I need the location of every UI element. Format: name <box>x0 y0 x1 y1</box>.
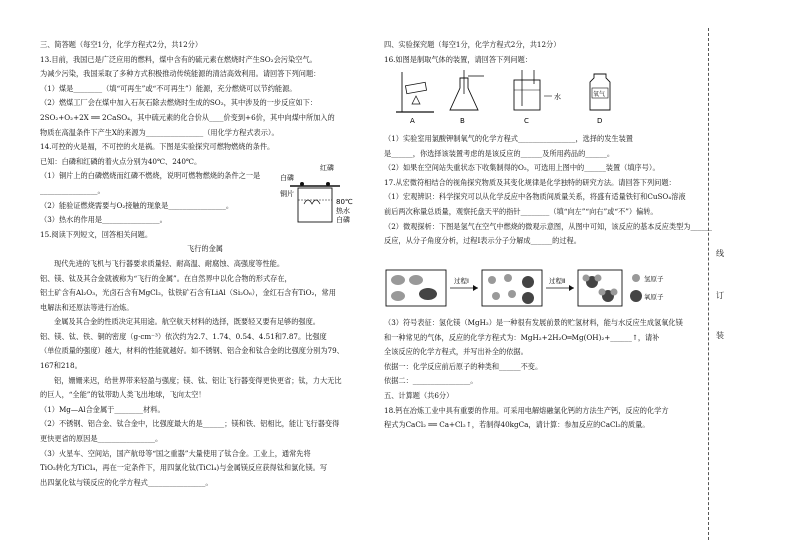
gas-apparatus-figure <box>394 66 634 128</box>
passage-title: 飞行的金属 <box>187 244 223 254</box>
q18-line: 18.钙在冶炼工业中具有重要的作用。可采用电解熔融氯化钙的方法生产钙，反应的化学方 <box>384 405 669 415</box>
q16-line: 是______，你选择该装置考虑的是该反应的______及所用药品的______。 <box>384 148 615 158</box>
q15-line: 更快更省的原因是________________。 <box>40 434 163 444</box>
section-4-heading: 四、实验探究题（每空1分，化学方程式2分，共12分） <box>384 40 561 49</box>
q17-line: （2）微观探析：下图是氢气在空气中燃烧的微观示意图，从图中可知，该反应的基本反应类型为______ <box>384 221 713 231</box>
step1-label: 过程Ⅰ <box>454 277 469 285</box>
h-atom-legend-icon <box>632 274 640 282</box>
q17-line: 前后两次称量总质量，观察托盘天平的指针________（填“向左”“向右”或“不”）偏转。 <box>384 206 658 216</box>
margin-mark-ding: 订 <box>716 291 724 300</box>
q17-line: 全该反应的化学方程式，并写出补全的依据。 <box>384 347 528 357</box>
right-column-lower <box>384 132 713 249</box>
water-surface <box>304 200 320 204</box>
red-p-label: 红磷 <box>320 164 334 172</box>
margin-mark-xian: 线 <box>716 249 724 258</box>
q15-line: （1）Mg—Al合金属于________材料。 <box>40 404 165 414</box>
hydrogen-combustion-diagram <box>384 266 702 310</box>
passage-line: 金属及其合金的性质决定其用途。航空航天材料的选择，既要轻又要有足够的强度。 <box>54 317 320 327</box>
passage-line: 167和218。 <box>40 361 82 371</box>
q14-line: （1）铜片上的白磷燃烧而红磷不燃烧，说明可燃物燃烧的条件之一是 <box>40 171 261 181</box>
q13-line: 13.目前，我国已是广泛应用的燃料，煤中含有的硫元素在燃烧时产生SO₂会污染空气。 <box>40 54 317 64</box>
beaker <box>298 188 332 222</box>
q13-line: （1）煤是________（填“可再生”或“不可再生”）能源，充分燃烧可以节约能源。 <box>40 83 297 93</box>
binding-line <box>708 28 709 540</box>
q16-line: （1）实验室用氯酸钾制氧气的化学方程式________________，选择的发生装置 <box>384 134 633 143</box>
q15-line: （3）火星车、空间站，国产航母等“国之重器”大量使用了钛合金。工业上，通常先将 <box>40 448 311 458</box>
h-atom-label: 氢原子 <box>644 275 664 283</box>
q14-line: （3）热水的作用是________________。 <box>40 215 167 225</box>
left-column <box>40 38 370 490</box>
label-c: C <box>524 117 529 125</box>
o-atom-legend-icon <box>630 290 642 302</box>
hot-water-label: 热水 <box>336 207 350 215</box>
right-column <box>384 38 702 67</box>
passage-line: 铝土矿含有Al₂O₃，光卤石含有MgCl₂，钛铁矿石含有LiAl（Si₂O₆），金红石含有TiO₂，常用 <box>40 288 336 298</box>
passage-line: 现代先进的飞机与飞行器要求质量轻、耐高温、耐腐蚀、高强度等性能。 <box>54 258 285 268</box>
q15-line: 出四氯化钛与镁反应的化学方程式________________。 <box>40 477 213 487</box>
passage-line: （单位质量的强度）越大，材料的性能就越好。如不锈钢、铝合金和钛合金的比强度分别为79、 <box>40 346 344 356</box>
apparatus-c <box>514 70 561 125</box>
white-p-label: 白磷 <box>280 174 294 182</box>
water-label: 水 <box>554 93 561 101</box>
q13-line: 2SO₂+O₂+2X ══ 2CaSO₄，其中硫元素的化合价从____价变到+6价，其中向煤中所加入的 <box>40 112 335 122</box>
label-d: D <box>597 117 603 125</box>
right-column-bottom <box>384 316 702 433</box>
apparatus-d <box>590 74 610 125</box>
copper-label: 铜片 <box>280 190 294 198</box>
passage-line: 电解法和还原法等进行冶炼。 <box>40 302 134 312</box>
q14-line: （2）能验证燃烧需要与O₂接触的现象是________________。 <box>40 200 234 210</box>
label-a: A <box>410 117 415 125</box>
temp-label: 80℃ <box>336 198 353 206</box>
white-phosphorus-mark <box>300 182 304 186</box>
q13-line: 物质在高温条件下产生X的来源为________________（用化学方程式表示）。 <box>40 127 279 137</box>
q16-line: 16.如图是制取气体的装置，请回答下列问题： <box>384 54 532 64</box>
q17-line: （3）符号表征：氢化镁（MgH₂）是一种很有发展前景的贮氢材料，能与水反应生成氢氧化镁 <box>384 318 683 327</box>
q17-line: 依据二：________________。 <box>384 376 478 386</box>
q17-line: （1）宏观辨识：科学探究可以从化学反应中各物质间质量关系，将盛有适量铁钉和CuSO₄溶液 <box>384 192 686 202</box>
passage-line: 铝、镁、钛及其合金就被称为“飞行的金属”。在自然界中以化合物的形式存在， <box>40 273 292 283</box>
q14-line: 14.可控的火是福，不可控的火是祸。下图是实验探究可燃物燃烧的条件。 <box>40 142 275 152</box>
q14-line: ________________。 <box>40 185 105 195</box>
step2-label: 过程Ⅱ <box>549 277 566 285</box>
q16-line: （2）如果在空间站失重状态下收集制得的O₂，可选用上图中的______装置（填序号）。 <box>384 163 660 173</box>
bottle-label: 氧气 <box>593 91 606 98</box>
q18-line: 程式为CaCl₂ ══ Ca+Cl₂↑，若制得40kgCa，请计算：参加反应的CaCl₂的质量。 <box>384 420 650 430</box>
q13-line: 为减少污染，我国采取了多种方式积极推动传统能源的清洁高效利用。请回答下列问题： <box>40 69 321 79</box>
q13-line: （2）燃煤工厂会在煤中加入石灰石除去燃烧时生成的SO₂，其中涉及的一步反应如下： <box>40 98 318 108</box>
q14-line: 已知：白磷和红磷的着火点分别为40℃、240℃。 <box>40 156 202 166</box>
red-phosphorus-mark <box>326 182 330 186</box>
section-3-heading: 三、简答题（每空1分，化学方程式2分，共12分） <box>40 40 203 49</box>
section-5-heading: 五、计算题（共6分） <box>384 390 454 400</box>
q15-line: 15.阅读下列短文，回答相关问题。 <box>40 229 153 239</box>
apparatus-b <box>450 70 484 125</box>
passage-line: 铝、镁、钛、铁、铜的密度（g·cm⁻³）依次约为2.7、1.74、0.54、4.51和7.87。比强度 <box>40 331 327 341</box>
passage-line: 的巨人，“全能”的钛带助人类飞出地球，飞向太空！ <box>40 390 206 400</box>
white-p2-label: 白磷 <box>336 216 350 224</box>
combustion-apparatus-figure <box>280 160 364 230</box>
margin-mark-zhuang: 装 <box>716 331 724 340</box>
label-b: B <box>460 117 465 125</box>
q17-line: 和一种常见的气体，反应的化学方程式为：MgH₂+2H₂O═Mg(OH)₂+______↑，请补 <box>384 332 660 342</box>
o-atom-label: 氧原子 <box>644 293 664 301</box>
passage-line: 铝，姗姗来迟，给世界带来轻盈与强度；镁、钛、铝让飞行器变得更快更省；钛，力大无比 <box>54 375 342 385</box>
apparatus-a <box>396 72 434 125</box>
q17-line: 17.从宏微符相结合的视角探究物质及其变化规律是化学独特的研究方法。请回答下列问题： <box>384 177 676 187</box>
q15-line: TiO₂转化为TiCl₄，再在一定条件下，用四氯化钛(TiCl₄)与金属镁反应获得钛和氯化镁。写 <box>40 463 328 473</box>
q17-line: 依据一：化学反应前后原子的种类和______不变。 <box>384 361 543 371</box>
q15-line: （2）不锈钢、铝合金、钛合金中，比强度最大的是______；镁和铁、铝相比，能让飞行器变得 <box>40 419 340 429</box>
q17-line: 反应，从分子角度分析，过程Ⅰ表示分子分解成______的过程。 <box>384 236 581 246</box>
